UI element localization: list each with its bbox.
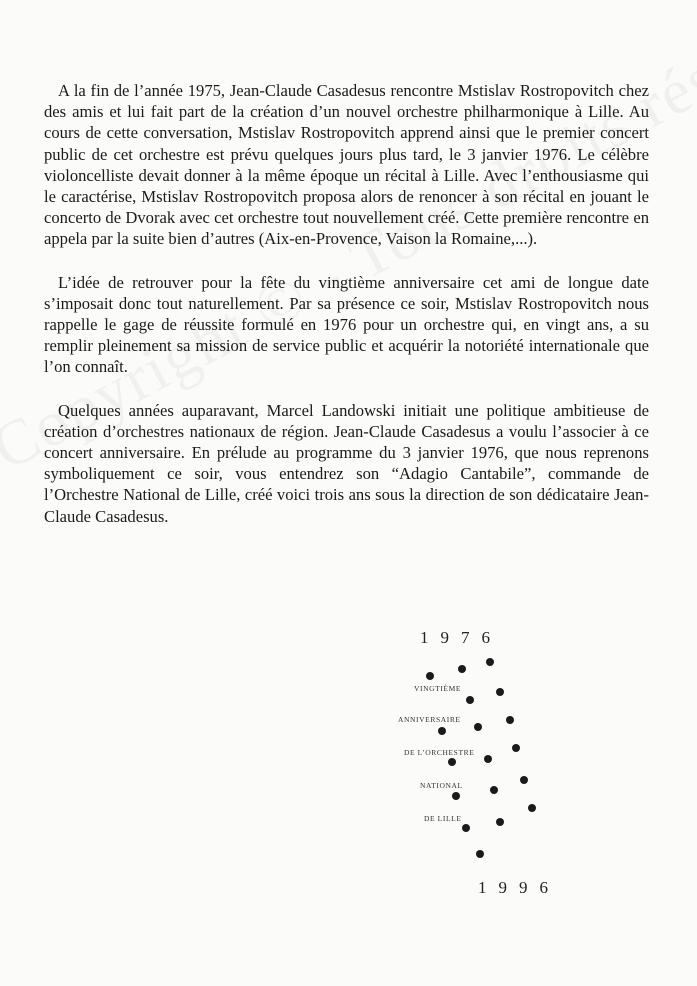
emblem-dot [476, 850, 484, 858]
paragraph-2: L’idée de retrouver pour la fête du vingtième anniversaire cet ami de longue date s’imposait donc tout naturellement. Par sa présence ce soir, Mstislav Rostropovitch nous rappelle le gage de réussite formulé en 1976 pour un orchestre qui, en vingt ans, a su remplir pleinement sa mission de service public et acquérir la notoriété internationale que l’on connaît. [44, 272, 649, 377]
document-body [44, 80, 649, 549]
emblem-dot [528, 804, 536, 812]
emblem-dot [496, 818, 504, 826]
paragraph-1: A la fin de l’année 1975, Jean-Claude Casadesus rencontre Mstislav Rostropovitch chez des amis et lui fait part de la création d’un nouvel orchestre philharmonique à Lille. Au cours de cette conversation, Mstislav Rostropovitch apprend ainsi que le premier concert public de cet orchestre est prévu quelques jours plus tard, le 3 janvier 1976. Le célèbre violoncelliste devait donner à la même époque un récital à Lille. Avec l’enthousiasme qui le caractérise, Mstislav Rostropovitch proposa alors de renoncer à son récital en jouant le concerto de Dvorak avec cet orchestre tout nouvellement créé. Cette première rencontre en appela par la suite bien d’autres (Aix-en-Provence, Vaison la Romaine,...). [44, 81, 649, 249]
emblem-line-lille: DE LILLE [424, 814, 462, 823]
emblem-dot [466, 696, 474, 704]
emblem-dot [438, 727, 446, 735]
emblem-dot [506, 716, 514, 724]
emblem-year-end: 1996 [478, 878, 560, 897]
paragraph-3: Quelques années auparavant, Marcel Landowski initiait une politique ambitieuse de création d’orchestres nationaux de région. Jean-Claude Casadesus a voulu l’associer à ce concert anniversaire. En prélude au programme du 3 janvier 1976, que nous reprenons symboliquement ce soir, vous entendrez son “Adagio Cantabile”, commande de l’Orchestre National de Lille, créé voici trois ans sous la direction de son dédicataire Jean-Claude Casadesus. [44, 400, 649, 526]
emblem-line-vingtieme: VINGTIÈME [414, 684, 462, 693]
emblem-year-start: 1976 [420, 628, 502, 647]
emblem-dot [486, 658, 494, 666]
emblem-dot [520, 776, 528, 784]
emblem-line-orchestre: DE L’ORCHESTRE [404, 748, 475, 757]
anniversary-emblem [390, 620, 590, 920]
emblem-dot [496, 688, 504, 696]
emblem-dot [474, 723, 482, 731]
emblem-dot [452, 792, 460, 800]
emblem-dot [490, 786, 498, 794]
emblem-dot [484, 755, 492, 763]
emblem-dot [512, 744, 520, 752]
emblem-line-anniversaire: ANNIVERSAIRE [398, 715, 461, 724]
emblem-dot [426, 672, 434, 680]
emblem-dot [462, 824, 470, 832]
emblem-dot [458, 665, 466, 673]
emblem-dot [448, 758, 456, 766]
emblem-line-national: NATIONAL [420, 781, 463, 790]
